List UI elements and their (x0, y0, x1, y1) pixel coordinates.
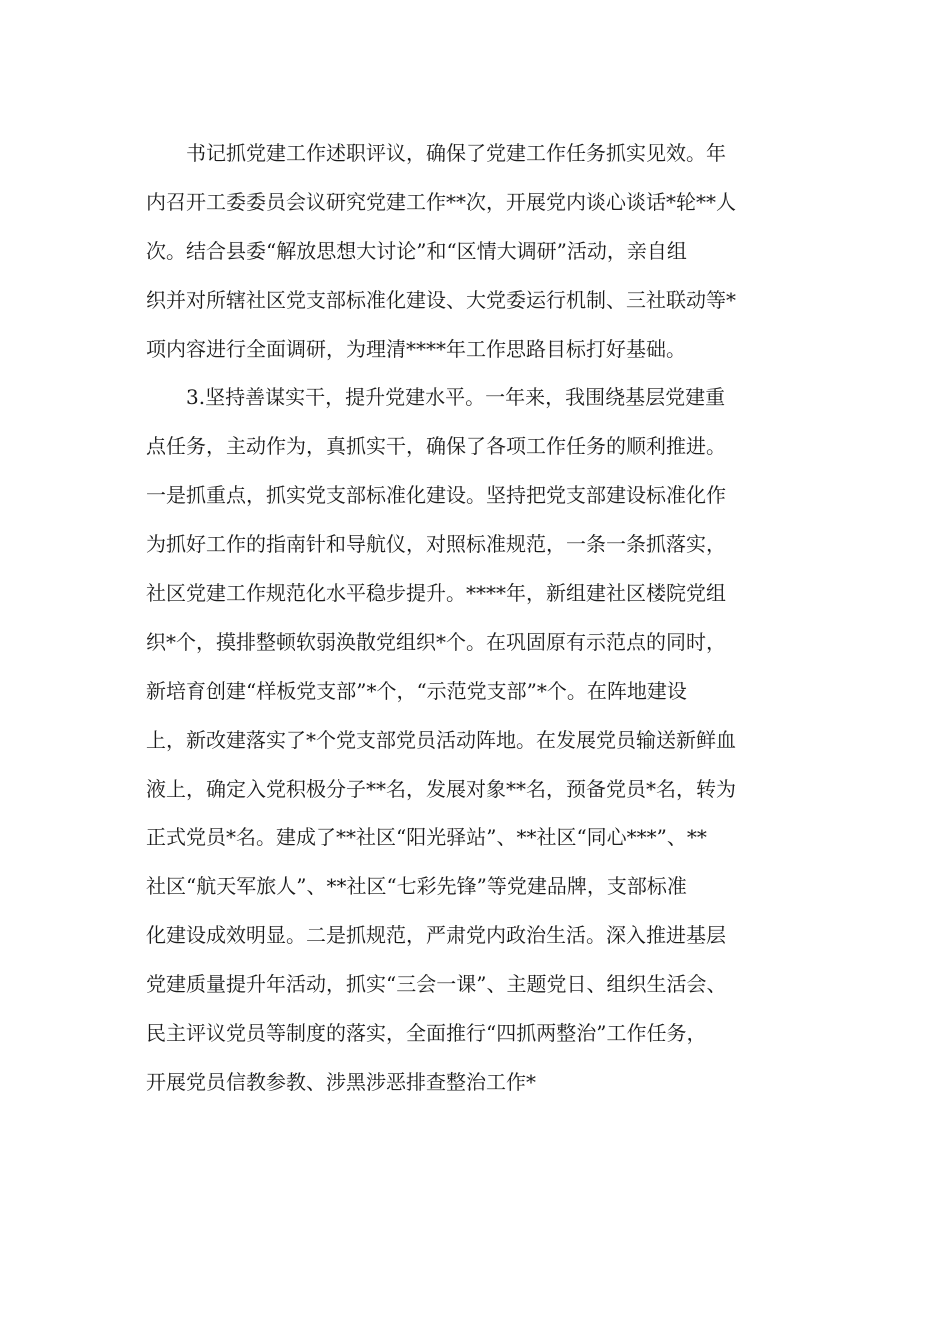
text-line: 上，新改建落实了*个党支部党员活动阵地。在发展党员输送新鲜血 (146, 727, 736, 752)
body-text (146, 129, 836, 1107)
text-line: 一是抓重点，抓实党支部标准化建设。坚持把党支部建设标准化作 (146, 483, 726, 508)
text-line: 民主评议党员等制度的落实，全面推行“四抓两整治”工作任务， (146, 1021, 707, 1046)
text-line: 开展党员信教参教、涉黑涉恶排查整治工作* (146, 1069, 536, 1094)
text-line: 内召开工委委员会议研究党建工作**次，开展党内谈心谈话*轮**人 (146, 189, 736, 214)
text-line: 新培育创建“样板党支部”*个，“示范党支部”*个。在阵地建设 (146, 678, 687, 703)
text-line: 项内容进行全面调研，为理清****年工作思路目标打好基础。 (146, 336, 686, 361)
text-line: 书记抓党建工作述职评议，确保了党建工作任务抓实见效。年 (146, 141, 726, 165)
text-line: 党建质量提升年活动，抓实“三会一课”、主题党日、组织生活会、 (146, 972, 727, 997)
text-line: 正式党员*名。建成了**社区“阳光驿站”、**社区“同心***”、** (146, 825, 707, 850)
text-line: 次。结合县委“解放思想大讨论”和“区情大调研”活动，亲自组 (146, 238, 687, 263)
text-line: 点任务，主动作为，真抓实干，确保了各项工作任务的顺利推进。 (146, 434, 726, 459)
text-line: 为抓好工作的指南针和导航仪，对照标准规范，一条一条抓落实， (146, 532, 726, 557)
text-line: 社区党建工作规范化水平稳步提升。****年，新组建社区楼院党组 (146, 581, 726, 606)
text-line: 织*个，摸排整顿软弱涣散党组织*个。在巩固原有示范点的同时， (146, 629, 726, 654)
text-line: 社区“航天军旅人”、**社区“七彩先锋”等党建品牌，支部标准 (146, 874, 687, 899)
text-line: 化建设成效明显。二是抓规范，严肃党内政治生活。深入推进基层 (146, 923, 726, 948)
text-line: 液上，确定入党积极分子**名，发展对象**名，预备党员*名，转为 (146, 776, 736, 801)
text-line: 织并对所辖社区党支部标准化建设、大党委运行机制、三社联动等* (146, 287, 736, 312)
text-line: 3.坚持善谋实干，提升党建水平。一年来，我围绕基层党建重 (146, 385, 726, 410)
